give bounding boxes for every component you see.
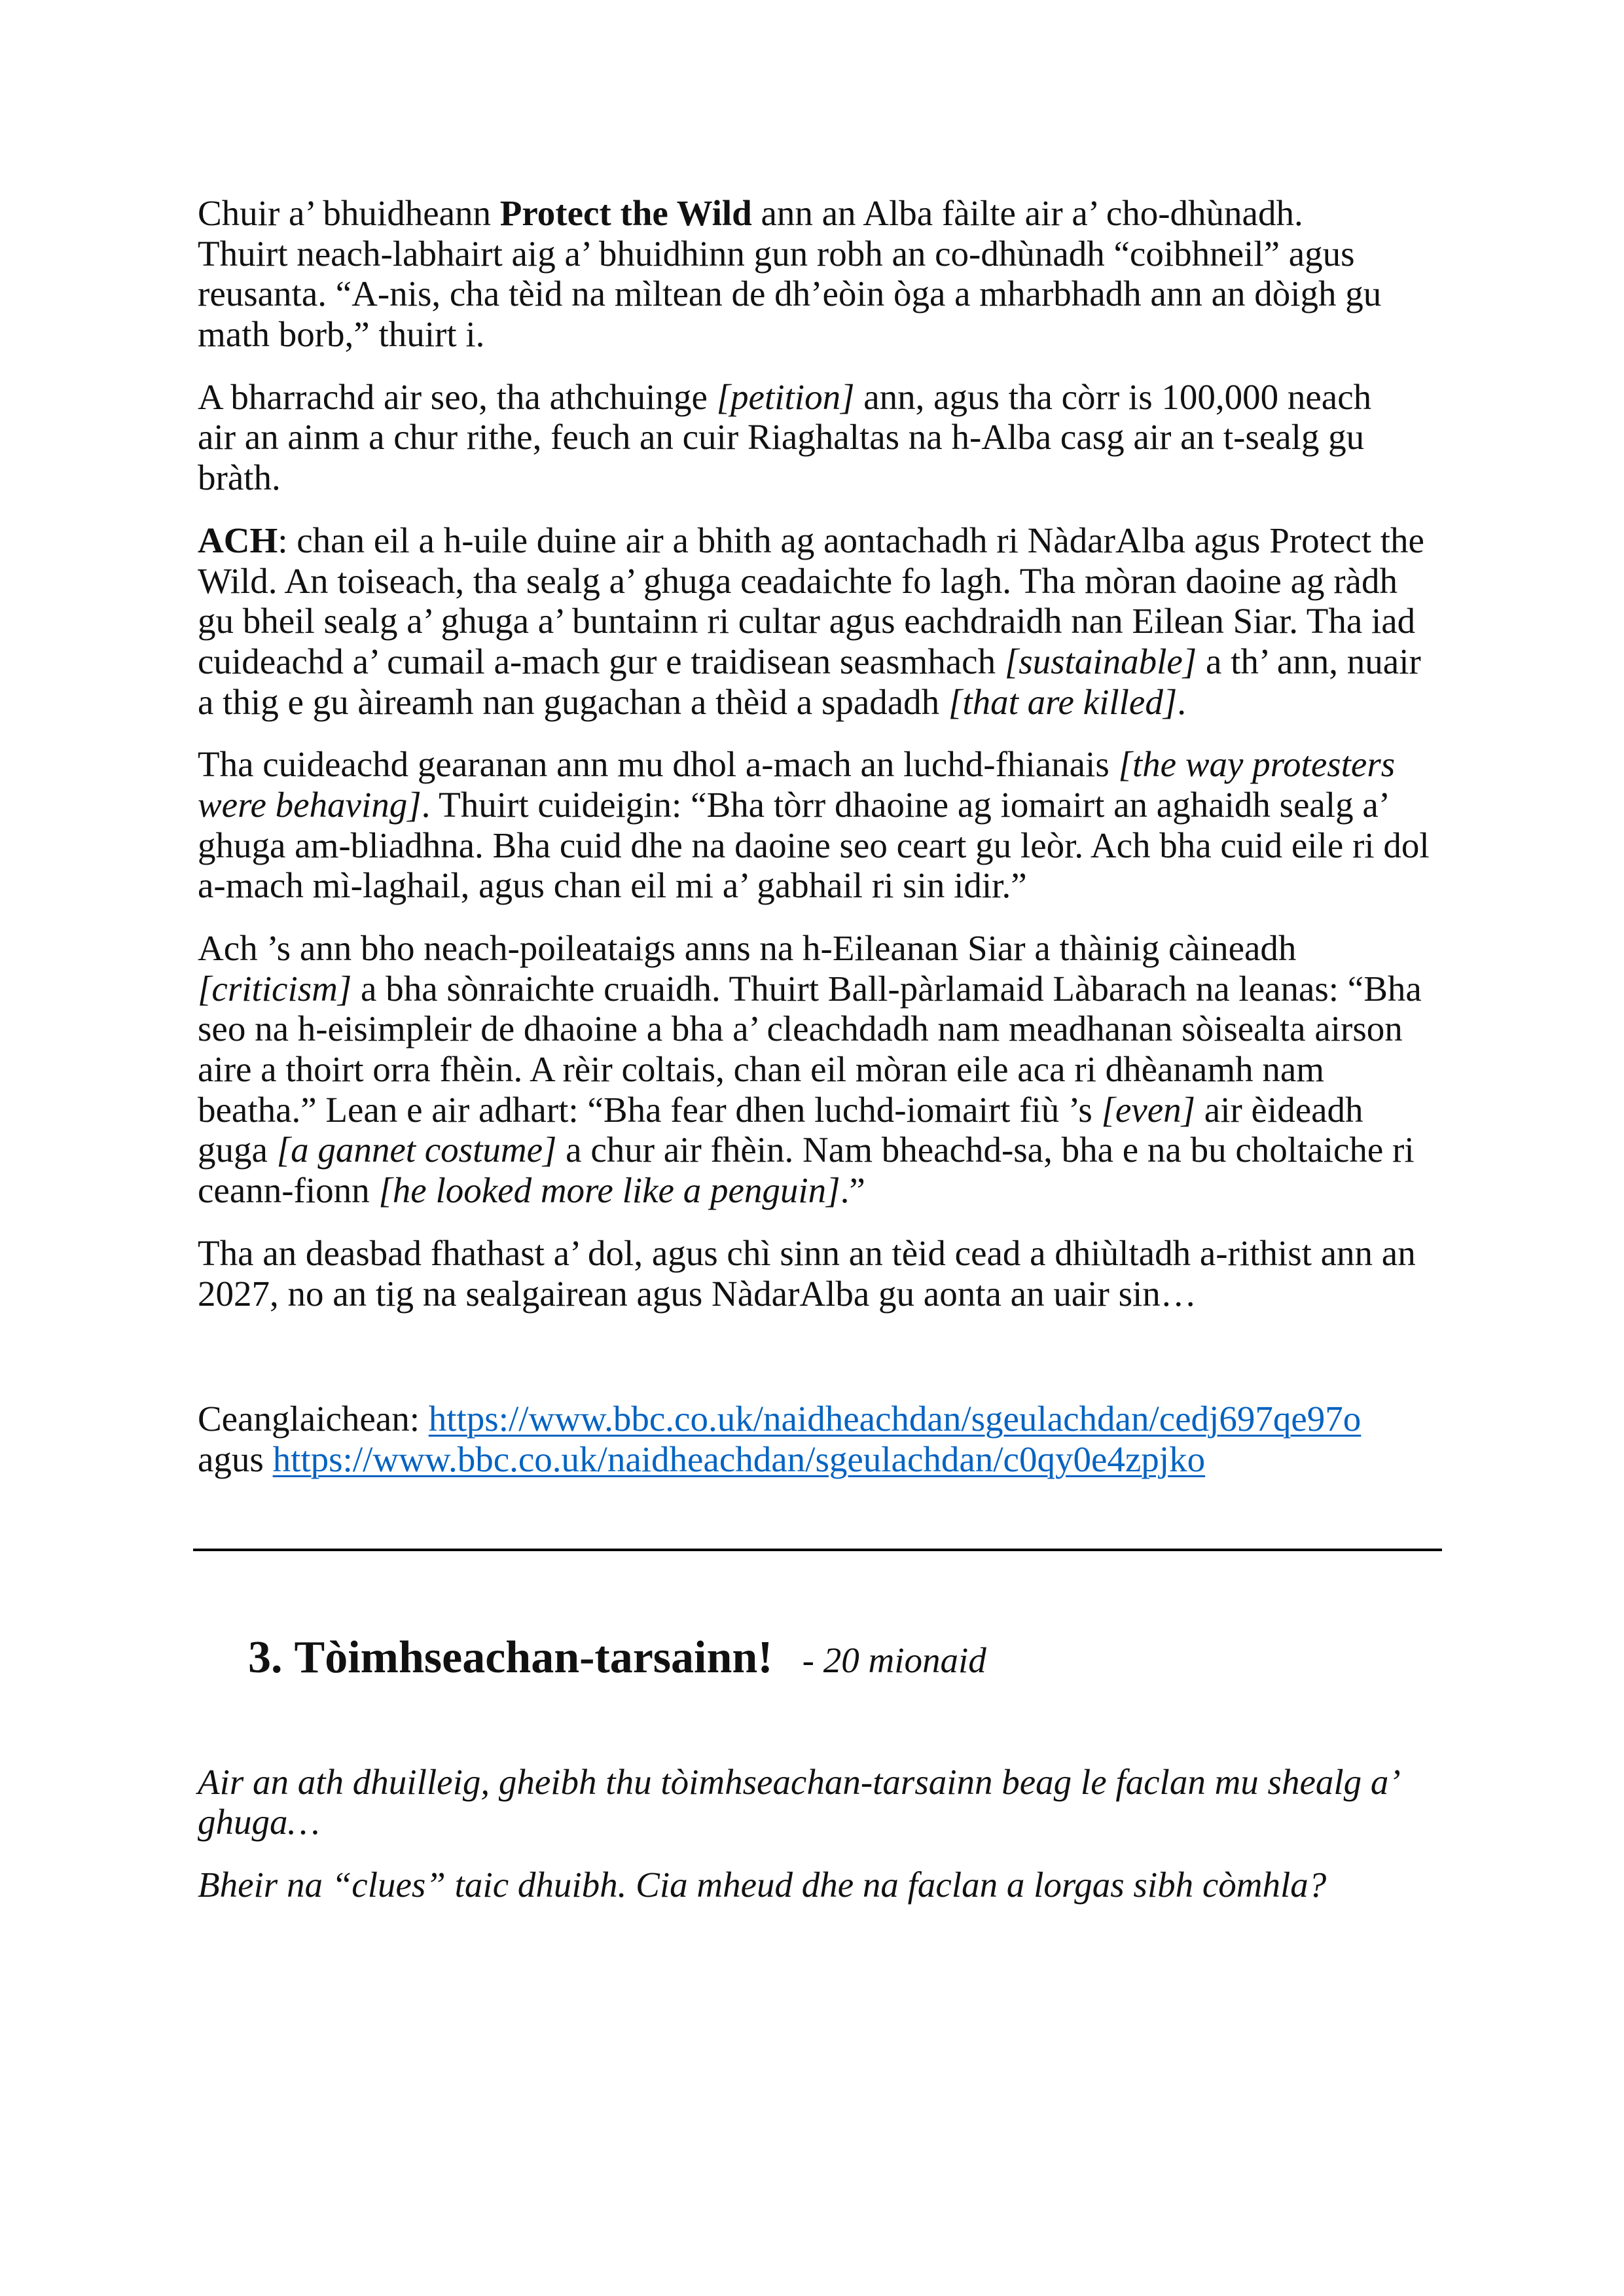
text-run: Ach ’s ann bho neach-poileataigs anns na h-Eileanan Siar a thàinig càineadh [198, 928, 1297, 968]
text-run: a thig e gu àireamh nan gugachan a thèid a spadadh [198, 681, 948, 722]
text-run: Air an ath dhuilleig, gheibh thu tòimhseachan-tarsainn beag le faclan mu shealg a’ [198, 1761, 1401, 1802]
text-line [198, 193, 1461, 234]
paragraph-mp-criticism [198, 928, 1461, 1211]
text-line [198, 561, 1461, 601]
text-run: cuideachd a’ cumail a-mach gur e traidisean seasmhach [198, 641, 1005, 681]
text-line [198, 377, 1461, 418]
text-run: Thuirt neach-labhairt aig a’ bhuidhinn gun robh an co-dhùnadh “coibhneil” agus [198, 233, 1355, 274]
text-line [198, 601, 1461, 641]
text-line [198, 969, 1461, 1009]
text-line [198, 417, 1461, 457]
text-line [198, 1233, 1461, 1274]
text-line [198, 744, 1461, 785]
text-run: ann an Alba fàilte air a’ cho-dhùnadh. [751, 193, 1303, 233]
section-divider [193, 1549, 1442, 1551]
text-run: guga [198, 1130, 277, 1170]
text-line [198, 457, 1461, 498]
section-duration: - 20 mionaid [802, 1640, 986, 1680]
text-run: air an ainm a chur rithe, feuch an cuir Riaghaltas na h-Alba casg air an t-sealg gu [198, 417, 1365, 457]
text-line [198, 1090, 1461, 1130]
text-run: reusanta. “A-nis, cha tèid na mìltean de dh’eòin òga a mharbhadh ann an dòigh gu [198, 274, 1382, 314]
text-line [198, 785, 1461, 825]
text-run: ceann-fionn [198, 1170, 379, 1211]
links-paragraph [198, 1399, 1461, 1479]
italic-gloss: [he looked more like a penguin] [378, 1170, 840, 1211]
text-run: A bharrachd air seo, tha athchuinge [198, 376, 717, 417]
text-run: ghuga… [198, 1802, 320, 1842]
empty-paragraph [198, 1336, 1461, 1399]
link-bbc-article-1[interactable]: https://www.bbc.co.uk/naidheachdan/sgeulachdan/cedj697qe97o [428, 1398, 1362, 1439]
section-prompt [198, 1865, 1461, 1905]
text-line [198, 234, 1461, 274]
links-joiner: agus [198, 1439, 273, 1479]
article-body [198, 193, 1461, 1928]
text-run: seo na h-eisimpleir de dhaoine a bha a’ cleachdadh nam meadhanan sòisealta airson [198, 1009, 1403, 1049]
italic-gloss: [criticism] [198, 968, 352, 1009]
paragraph-protect-the-wild [198, 193, 1461, 355]
text-line [198, 865, 1461, 906]
text-line [198, 1009, 1461, 1049]
italic-gloss: [that are killed] [948, 681, 1178, 722]
section-number: 3. [248, 1632, 283, 1683]
bold-text: ACH [198, 520, 278, 560]
text-run: gu bheil sealg a’ ghuga a’ buntainn ri cultar agus eachdraidh nan Eilean Siar. Tha iad [198, 601, 1416, 641]
text-line [198, 1130, 1461, 1170]
text-line [198, 1274, 1461, 1314]
text-run: : chan eil a h-uile duine air a bhith ag aontachadh ri NàdarAlba agus Protect the [278, 520, 1424, 560]
text-line [198, 1170, 1461, 1211]
italic-gloss: [petition] [716, 376, 855, 417]
text-run: a chur air fhèin. Nam bheachd-sa, bha e na bu choltaiche ri [556, 1130, 1415, 1170]
text-run: Wild. An toiseach, tha sealg a’ ghuga ceadaichte fo lagh. Tha mòran daoine ag ràdh [198, 560, 1398, 601]
text-run: a bha sònraichte cruaidh. Thuirt Ball-pàrlamaid Làbarach na leanas: “Bha [352, 968, 1422, 1009]
text-run: a th’ ann, nuair [1197, 641, 1421, 681]
bold-text: Protect the Wild [499, 193, 752, 233]
text-line [198, 682, 1461, 723]
text-line [198, 520, 1461, 561]
text-run: bràth. [198, 457, 281, 498]
paragraph-ongoing-debate [198, 1233, 1461, 1314]
text-run: Tha cuideachd gearanan ann mu dhol a-mach an luchd-fhianais [198, 744, 1119, 785]
text-line [198, 928, 1461, 969]
italic-gloss: [sustainable] [1004, 641, 1197, 681]
text-run: . [1177, 681, 1186, 722]
text-run: beatha.” Lean e air adhart: “Bha fear dhen luchd-iomairt fiù ’s [198, 1089, 1102, 1130]
italic-gloss: were behaving] [198, 784, 422, 825]
text-run: .” [840, 1170, 865, 1211]
text-run: Chuir a’ bhuidheann [198, 193, 500, 233]
text-run: aire a thoirt orra fhèin. A rèir coltais, chan eil mòran eile aca ri dhèanamh nam [198, 1049, 1325, 1090]
section-title: Tòimhseachan-tarsainn! [294, 1632, 773, 1683]
text-run: math borb,” thuirt i. [198, 314, 485, 355]
text-line [198, 641, 1461, 682]
link-bbc-article-2[interactable]: https://www.bbc.co.uk/naidheachdan/sgeulachdan/c0qy0e4zpjko [272, 1439, 1206, 1479]
paragraph-counterpoint [198, 520, 1461, 722]
text-run: 2027, no an tig na sealgairean agus NàdarAlba gu aonta an uair sin… [198, 1273, 1197, 1314]
text-line [198, 1865, 1461, 1905]
text-run: ann, agus tha còrr is 100,000 neach [854, 376, 1372, 417]
text-line [198, 1049, 1461, 1090]
text-run: ghuga am-bliadhna. Bha cuid dhe na daoine seo ceart gu leòr. Ach bha cuid eile ri dol [198, 825, 1430, 865]
text-run: air èideadh [1195, 1089, 1363, 1130]
text-line [198, 274, 1461, 314]
italic-gloss: [a gannet costume] [276, 1130, 557, 1170]
text-line [198, 1439, 1461, 1480]
text-line [198, 1399, 1461, 1439]
text-line [198, 314, 1461, 355]
italic-gloss: [the way protesters [1118, 744, 1396, 785]
italic-gloss: [even] [1101, 1089, 1196, 1130]
text-line [198, 825, 1461, 866]
section-intro [198, 1762, 1461, 1842]
text-run: a-mach mì-laghail, agus chan eil mi a’ gabhail ri sin idir.” [198, 865, 1027, 906]
text-line [198, 1762, 1461, 1803]
text-line [198, 1802, 1461, 1842]
paragraph-petition [198, 377, 1461, 498]
text-run: Tha an deasbad fhathast a’ dol, agus chì sinn an tèid cead a dhiùltadh a-rithist ann an [198, 1232, 1416, 1273]
section-heading [248, 1632, 1461, 1684]
paragraph-protester-complaints [198, 744, 1461, 906]
text-run: . Thuirt cuideigin: “Bha tòrr dhaoine ag iomairt an aghaidh sealg a’ [421, 784, 1391, 825]
text-run: Bheir na “clues” taic dhuibh. Cia mheud dhe na faclan a lorgas sibh còmhla? [198, 1865, 1327, 1905]
links-label: Ceanglaichean: [198, 1398, 429, 1439]
